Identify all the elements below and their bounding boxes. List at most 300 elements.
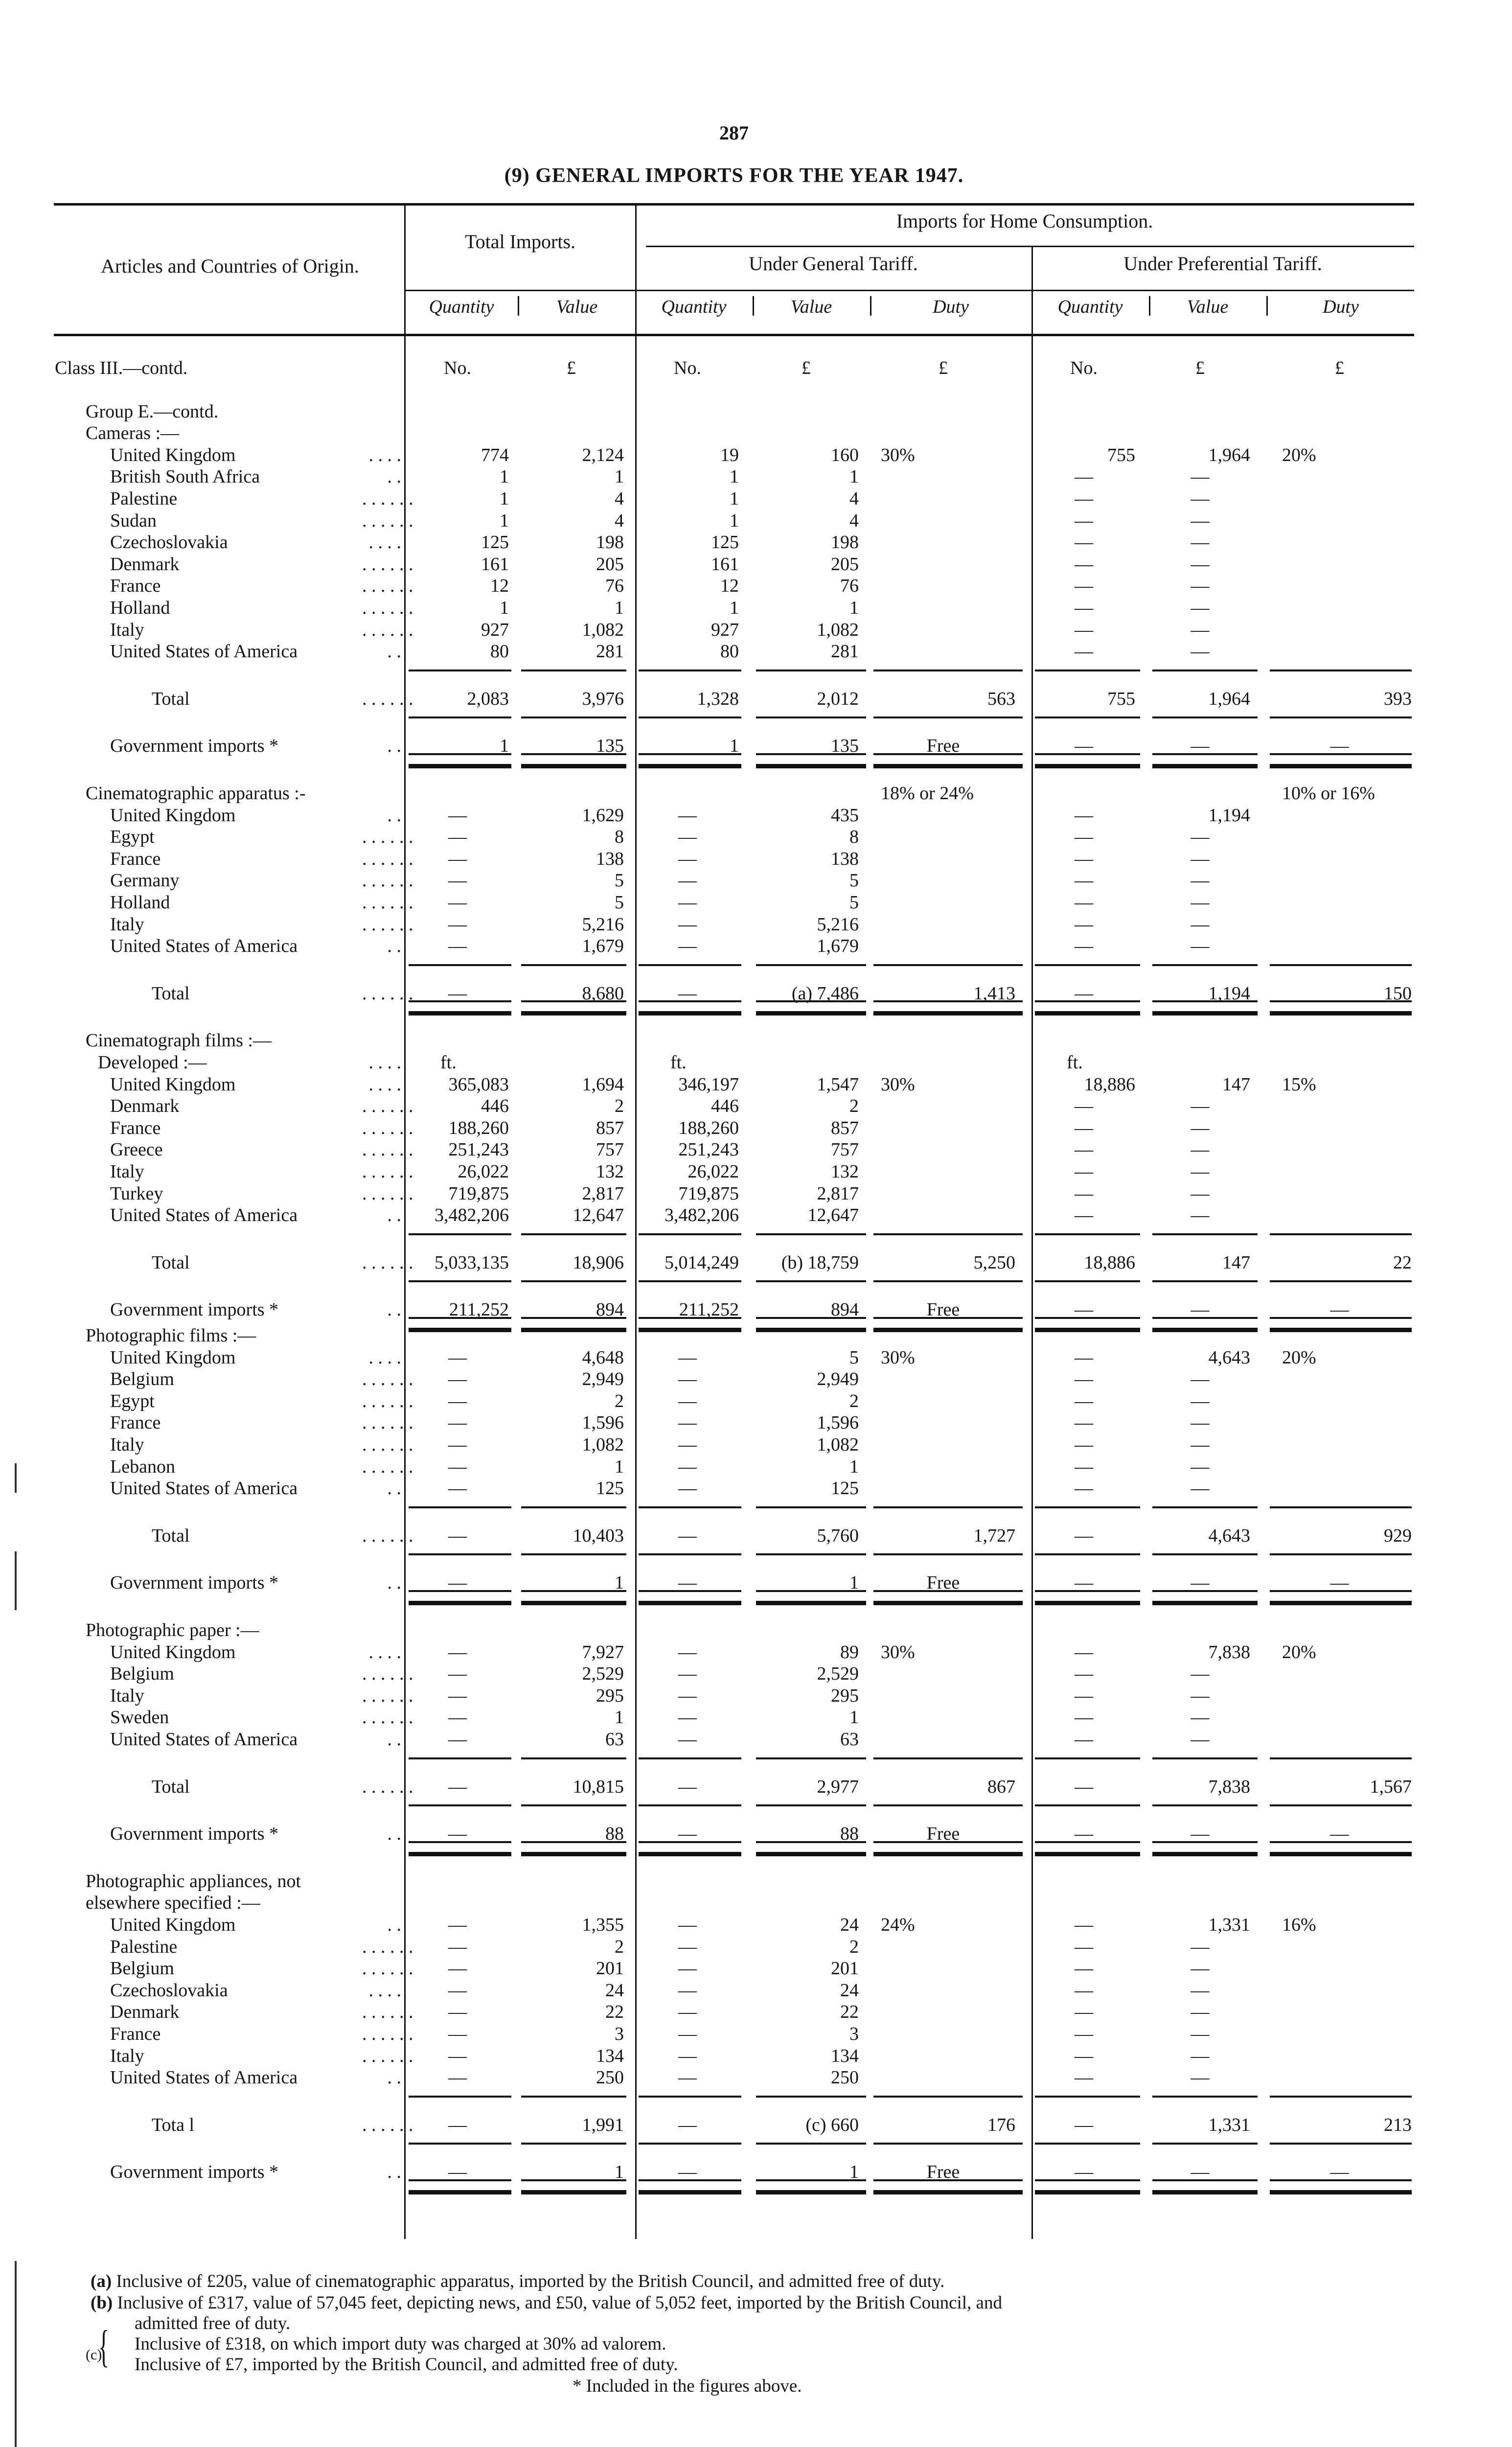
footnote-a-text: Inclusive of £205, value of cinematographic apparatus, imported by the British Council, and admitted free of duty. xyxy=(116,2271,945,2291)
cell-pq: — xyxy=(1075,510,1093,531)
cell-pq: — xyxy=(1075,870,1093,891)
row-label: United Kingdom xyxy=(110,1074,236,1095)
footnote-b-cont: admitted free of duty. xyxy=(135,2313,291,2333)
cell-pq: — xyxy=(1075,1390,1093,1411)
table-row xyxy=(0,1914,1419,1936)
cell-gq: 346,197 xyxy=(678,1074,739,1095)
total-rule xyxy=(756,1317,866,1319)
cell-tv: 3,976 xyxy=(582,688,624,709)
cell-pv: — xyxy=(1191,466,1210,487)
leader-dots: . . . . xyxy=(368,1980,401,2001)
leader-dots: . . xyxy=(387,736,401,757)
total-rule xyxy=(521,1280,626,1282)
cell-pv: — xyxy=(1191,892,1210,913)
cell-pq: — xyxy=(1075,598,1093,618)
table-row xyxy=(0,1958,1419,1979)
articles-header: Articles and Countries of Origin. xyxy=(101,255,359,277)
cell-gv: 857 xyxy=(831,1117,859,1138)
cell-pq: No. xyxy=(1070,358,1098,378)
total-rule xyxy=(756,1506,866,1508)
cell-pv: — xyxy=(1191,736,1210,757)
table-row xyxy=(0,1161,1419,1182)
total-rule xyxy=(521,1011,626,1016)
leader-dots: . . xyxy=(387,641,401,662)
table-row xyxy=(0,1477,1419,1499)
cell-gq: 188,260 xyxy=(678,1117,739,1138)
row-label: Denmark xyxy=(110,554,180,575)
total-rule xyxy=(521,2179,626,2181)
cell-pv: 1,964 xyxy=(1208,444,1250,465)
table-row xyxy=(0,641,1419,662)
cell-gq: — xyxy=(678,1685,697,1706)
cell-tv: 1,629 xyxy=(582,805,624,826)
cell-pv: 4,643 xyxy=(1208,1525,1250,1546)
cell-tv: 1,596 xyxy=(582,1412,624,1433)
cell-tq: — xyxy=(448,1478,467,1499)
leader-dots: . . xyxy=(387,466,401,487)
cell-tv: 12,647 xyxy=(573,1205,624,1226)
cell-gv: 1,596 xyxy=(817,1412,859,1433)
row-label: Palestine xyxy=(110,488,178,509)
cell-tv: 4 xyxy=(615,488,624,509)
cell-pv: — xyxy=(1191,1456,1210,1477)
total-rule xyxy=(639,1000,741,1002)
header-top-rule xyxy=(54,203,1414,206)
total-rule xyxy=(1270,2190,1412,2194)
cell-pv: — xyxy=(1191,1980,1210,2001)
cell-tq: — xyxy=(448,2002,467,2023)
total-rule xyxy=(639,753,741,755)
total-rule xyxy=(521,1841,626,1843)
table-row xyxy=(0,870,1419,891)
cell-tv: 1 xyxy=(615,1456,624,1477)
row-label: Belgium xyxy=(110,1958,174,1979)
leader-dots: . . . . . . xyxy=(362,1183,413,1204)
total-rule xyxy=(1152,1317,1258,1319)
total-rule xyxy=(1270,1000,1412,1002)
leader-dots: . . . . . . xyxy=(362,1707,413,1728)
leader-dots: . . . . . . xyxy=(362,1663,413,1685)
leader-dots: . . . . . . xyxy=(362,1936,413,1957)
total-rule xyxy=(756,716,866,718)
total-rule xyxy=(873,1804,1023,1806)
cell-gv: 1 xyxy=(849,2162,859,2183)
row-label: Belgium xyxy=(110,1369,174,1390)
cell-gq: 26,022 xyxy=(687,1161,739,1182)
home-consumption-header: Imports for Home Consumption. xyxy=(896,210,1153,232)
total-rule xyxy=(873,1757,1023,1759)
cell-gd: 18% or 24% xyxy=(881,783,974,804)
table-row xyxy=(0,444,1419,466)
cell-pq: — xyxy=(1075,2024,1093,2044)
total-rule xyxy=(1152,1000,1258,1002)
cell-gv: 160 xyxy=(831,444,859,465)
cell-pv: — xyxy=(1191,1936,1210,1957)
total-rule xyxy=(409,1841,511,1843)
cell-gd: 1,413 xyxy=(973,983,1015,1004)
cell-gv: 63 xyxy=(840,1729,859,1750)
cell-tv: 1,082 xyxy=(582,1434,624,1455)
table-row xyxy=(0,1663,1419,1685)
cell-pv: — xyxy=(1191,1299,1210,1320)
cell-tv: 22 xyxy=(605,2002,624,2023)
cell-gv: 2,977 xyxy=(817,1776,859,1797)
cell-gd: 24% xyxy=(881,1915,915,1935)
cell-gv: 132 xyxy=(831,1161,859,1182)
row-label: Developed :— xyxy=(98,1052,207,1073)
cell-gd: 30% xyxy=(881,1641,915,1662)
cell-pv: — xyxy=(1191,1205,1210,1226)
cell-gq: 1 xyxy=(730,510,739,531)
table-row xyxy=(0,1980,1419,2001)
cell-pv: 147 xyxy=(1222,1074,1250,1095)
cell-pv: — xyxy=(1191,1707,1210,1728)
table-row xyxy=(0,2045,1419,2067)
row-label: Cameras :— xyxy=(86,423,180,444)
cell-tq: — xyxy=(448,1456,467,1477)
cell-pd: — xyxy=(1330,736,1349,757)
leader-dots: . . . . . . xyxy=(362,1369,413,1390)
total-row xyxy=(0,688,1419,710)
cell-gv: (c) 660 xyxy=(805,2114,859,2135)
leader-dots: . . . . xyxy=(368,1074,401,1095)
leader-dots: . . . . . . xyxy=(362,892,413,913)
total-rule xyxy=(1270,716,1412,718)
cell-tv: 1 xyxy=(615,2162,624,2183)
leader-dots: . . xyxy=(387,1729,401,1750)
cell-pq: — xyxy=(1075,1412,1093,1433)
cell-pv: — xyxy=(1191,1824,1210,1845)
total-rule xyxy=(1270,753,1412,755)
cell-tv: 4,648 xyxy=(582,1347,624,1368)
cell-tq: 1 xyxy=(500,466,509,487)
total-rule xyxy=(639,1553,741,1555)
total-rule xyxy=(521,716,626,718)
leader-dots: . . . . . . xyxy=(362,914,413,935)
total-rule xyxy=(756,2096,866,2098)
total-rule xyxy=(521,1590,626,1592)
cell-gv: 2 xyxy=(849,1096,859,1117)
cell-pv: — xyxy=(1191,2162,1210,2183)
cell-gq: — xyxy=(678,1525,697,1546)
table-row xyxy=(0,357,1419,379)
leader-dots: . . . . . . xyxy=(362,2045,413,2066)
cell-pv: £ xyxy=(1195,358,1205,378)
total-rule xyxy=(1270,764,1412,768)
cell-gv: £ xyxy=(802,358,811,378)
table-row xyxy=(0,619,1419,641)
cell-pv: — xyxy=(1191,554,1210,575)
cell-gd: 30% xyxy=(881,444,915,465)
page-number: 287 xyxy=(719,122,749,144)
cell-gq: 1 xyxy=(730,598,739,618)
cell-gv: 138 xyxy=(831,848,859,869)
footnote-a-mark: (a) xyxy=(91,2271,112,2291)
total-rule xyxy=(873,1553,1023,1555)
cell-pv: — xyxy=(1191,532,1210,553)
cell-gv: 2,817 xyxy=(817,1183,859,1204)
total-rule xyxy=(1152,1280,1258,1282)
cell-tv: 857 xyxy=(596,1117,624,1138)
cell-pq: — xyxy=(1075,2067,1093,2088)
leader-dots: . . . . . . xyxy=(362,1434,413,1455)
total-rule xyxy=(1152,964,1258,966)
cell-gq: 5,014,249 xyxy=(664,1252,739,1273)
cell-pv: 4,643 xyxy=(1208,1347,1250,1368)
cell-gq: — xyxy=(678,805,697,826)
cell-pq: — xyxy=(1075,576,1093,597)
cell-tq: — xyxy=(448,1369,467,1390)
total-rule xyxy=(1152,1841,1258,1843)
total-rule xyxy=(1035,716,1140,718)
row-label: Photographic films :— xyxy=(86,1325,256,1346)
cell-pq: — xyxy=(1075,1525,1093,1546)
leader-dots: . . . . . . xyxy=(362,598,413,618)
row-label: elsewhere specified :— xyxy=(86,1893,260,1914)
row-label: Total xyxy=(152,983,190,1004)
cell-gq: — xyxy=(678,1478,697,1499)
cell-tq: No. xyxy=(444,358,471,378)
cell-pv: — xyxy=(1191,576,1210,597)
cell-pq: — xyxy=(1075,1096,1093,1117)
cell-pv: 1,331 xyxy=(1208,1915,1250,1935)
col-rule-sub-1 xyxy=(518,296,519,316)
row-label: Italy xyxy=(110,1161,144,1182)
total-rule xyxy=(639,2190,741,2194)
cell-gv: 8 xyxy=(849,827,859,848)
row-label: British South Africa xyxy=(110,466,260,487)
cell-pq: — xyxy=(1075,532,1093,553)
total-rule xyxy=(1152,1553,1258,1555)
total-rule xyxy=(756,1011,866,1016)
cell-pq: — xyxy=(1075,488,1093,509)
total-rule xyxy=(756,1590,866,1592)
row-label: Tota l xyxy=(152,2114,195,2135)
brace-icon: { xyxy=(98,2321,110,2371)
cell-tq: — xyxy=(448,827,467,848)
cell-gv: 5,760 xyxy=(817,1525,859,1546)
total-rule xyxy=(1035,2143,1140,2145)
cell-gq: — xyxy=(678,1347,697,1368)
row-label: United States of America xyxy=(110,2067,298,2088)
total-rule xyxy=(873,1506,1023,1508)
leader-dots: . . . . . . xyxy=(362,1390,413,1411)
total-rule xyxy=(1152,1757,1258,1759)
table-row xyxy=(0,531,1419,553)
total-rule xyxy=(639,1590,741,1592)
cell-gd: 563 xyxy=(987,688,1015,709)
row-label: United States of America xyxy=(110,641,298,662)
cell-tv: 125 xyxy=(596,1478,624,1499)
cell-pv: 147 xyxy=(1222,1252,1250,1273)
total-rule xyxy=(756,2179,866,2181)
cell-pd: 20% xyxy=(1282,1347,1316,1368)
total-rule xyxy=(639,1757,741,1759)
cell-gv: 88 xyxy=(840,1824,859,1845)
total-row xyxy=(0,1252,1419,1273)
table-row xyxy=(0,1117,1419,1139)
total-rule xyxy=(1270,1280,1412,1282)
total-rule xyxy=(1152,2143,1258,2145)
total-rule xyxy=(521,2190,626,2194)
cell-pq: — xyxy=(1075,736,1093,757)
cell-gv: 2 xyxy=(849,1936,859,1957)
table-row xyxy=(0,1707,1419,1728)
col-rule-sub-4 xyxy=(1149,296,1150,316)
cell-pd: £ xyxy=(1335,358,1344,378)
cell-pq: — xyxy=(1075,2002,1093,2023)
leader-dots: . . . . . . xyxy=(362,1525,413,1546)
cell-pq: — xyxy=(1075,554,1093,575)
total-rule xyxy=(1035,1317,1140,1319)
row-label: United Kingdom xyxy=(110,1915,236,1935)
total-rule xyxy=(1035,1000,1140,1002)
total-rule xyxy=(409,1317,511,1319)
subheader-rule xyxy=(405,290,1414,291)
total-rule xyxy=(873,2096,1023,2098)
total-rule xyxy=(639,1506,741,1508)
cell-tq: — xyxy=(448,1729,467,1750)
cell-gq: — xyxy=(678,1572,697,1593)
table-row xyxy=(0,1325,1419,1346)
cell-gd: 30% xyxy=(881,1347,915,1368)
cell-gq: 125 xyxy=(711,532,739,553)
cell-gv: 295 xyxy=(831,1685,859,1706)
cell-pq: — xyxy=(1075,848,1093,869)
cell-pv: — xyxy=(1191,1685,1210,1706)
cell-tq: — xyxy=(448,1525,467,1546)
cell-gq: — xyxy=(678,1641,697,1662)
cell-pv: — xyxy=(1191,1729,1210,1750)
table-row xyxy=(0,488,1419,509)
cell-tv: 3 xyxy=(615,2024,624,2044)
cell-gv: 2 xyxy=(849,1390,859,1411)
cell-tv: 201 xyxy=(596,1958,624,1979)
total-rule xyxy=(521,1000,626,1002)
total-rule xyxy=(1152,1506,1258,1508)
cell-tq: — xyxy=(448,892,467,913)
cell-gq: — xyxy=(678,2024,697,2044)
cell-pv: 1,194 xyxy=(1208,983,1250,1004)
cell-gv: 894 xyxy=(831,1299,859,1320)
cell-pq: — xyxy=(1075,1299,1093,1320)
cell-pv: — xyxy=(1191,619,1210,640)
total-rule xyxy=(873,1317,1023,1319)
table-row xyxy=(0,401,1419,422)
cell-pv: — xyxy=(1191,1096,1210,1117)
cell-tv: 2,949 xyxy=(582,1369,624,1390)
cell-pv: — xyxy=(1191,1412,1210,1433)
leader-dots: . . . . . . xyxy=(362,554,413,575)
leader-dots: . . . . . . xyxy=(362,2024,413,2044)
cell-pv: — xyxy=(1191,510,1210,531)
total-rule xyxy=(1152,753,1258,755)
cell-pq: — xyxy=(1075,1161,1093,1182)
total-rule xyxy=(639,1601,741,1605)
row-label: Photographic appliances, not xyxy=(86,1870,301,1892)
cell-gq: — xyxy=(678,827,697,848)
cell-tq: 161 xyxy=(481,554,509,575)
total-rule xyxy=(1152,2096,1258,2098)
total-rule xyxy=(1152,1804,1258,1806)
leader-dots: . . . . xyxy=(368,444,401,465)
pref-quantity-header: Quantity xyxy=(1057,297,1123,317)
total-rule xyxy=(756,1000,866,1002)
total-rule xyxy=(756,964,866,966)
cell-tq: 1 xyxy=(500,598,509,618)
cell-pv: — xyxy=(1191,827,1210,848)
cell-tq: — xyxy=(448,1347,467,1368)
cell-gd: £ xyxy=(939,358,948,378)
row-label: Sudan xyxy=(110,510,157,531)
cell-gq: — xyxy=(678,1915,697,1935)
cell-pv: 1,964 xyxy=(1208,688,1250,709)
cell-tq: — xyxy=(448,805,467,826)
cell-pd: 1,567 xyxy=(1370,1776,1412,1797)
total-rule xyxy=(756,764,866,768)
total-rule xyxy=(521,2096,626,2098)
cell-pv: — xyxy=(1191,1390,1210,1411)
cell-pv: — xyxy=(1191,1572,1210,1593)
cell-gq: — xyxy=(678,1434,697,1455)
cell-tq: — xyxy=(448,936,467,957)
total-rule xyxy=(409,2096,511,2098)
cell-tv: 10,815 xyxy=(573,1776,624,1797)
table-row xyxy=(0,1052,1419,1073)
cell-pv: — xyxy=(1191,1663,1210,1685)
cell-gq: 3,482,206 xyxy=(664,1205,739,1226)
total-rule xyxy=(409,764,511,768)
cell-gq: — xyxy=(678,983,697,1004)
cell-pv: 1,331 xyxy=(1208,2114,1250,2135)
total-rule xyxy=(409,1852,511,1856)
total-rule xyxy=(1270,964,1412,966)
total-rule xyxy=(409,964,511,966)
total-rule xyxy=(1152,1852,1258,1856)
row-label: Turkey xyxy=(110,1183,163,1204)
cell-gq: 80 xyxy=(720,641,739,662)
cell-tv: 1,991 xyxy=(582,2114,624,2135)
total-rule xyxy=(1270,1011,1412,1016)
total-rule xyxy=(756,2190,866,2194)
cell-gd: Free xyxy=(926,1824,960,1845)
cell-gq: — xyxy=(678,870,697,891)
cell-tq: — xyxy=(448,914,467,935)
total-rule xyxy=(521,669,626,671)
cell-gq: 446 xyxy=(711,1096,739,1117)
row-label: Total xyxy=(152,1252,190,1273)
cell-tq: — xyxy=(448,2162,467,2183)
total-rule xyxy=(1270,1317,1412,1319)
row-label: Government imports * xyxy=(110,1572,279,1593)
total-rule xyxy=(756,1757,866,1759)
cell-gv: 135 xyxy=(831,736,859,757)
table-row xyxy=(0,1095,1419,1117)
total-rule xyxy=(409,1011,511,1016)
cell-tv: 1,679 xyxy=(582,936,624,957)
cell-tv: 281 xyxy=(596,641,624,662)
total-rule xyxy=(521,1506,626,1508)
total-rule xyxy=(409,2143,511,2145)
total-rule xyxy=(756,2143,866,2145)
table-row xyxy=(0,575,1419,597)
cell-gv: 1 xyxy=(849,466,859,487)
pref-duty-header: Duty xyxy=(1323,297,1359,317)
total-rule xyxy=(1270,1757,1412,1759)
leader-dots: . . . . . . xyxy=(362,1252,413,1273)
cell-gd: Free xyxy=(926,736,960,757)
table-row xyxy=(0,1456,1419,1477)
